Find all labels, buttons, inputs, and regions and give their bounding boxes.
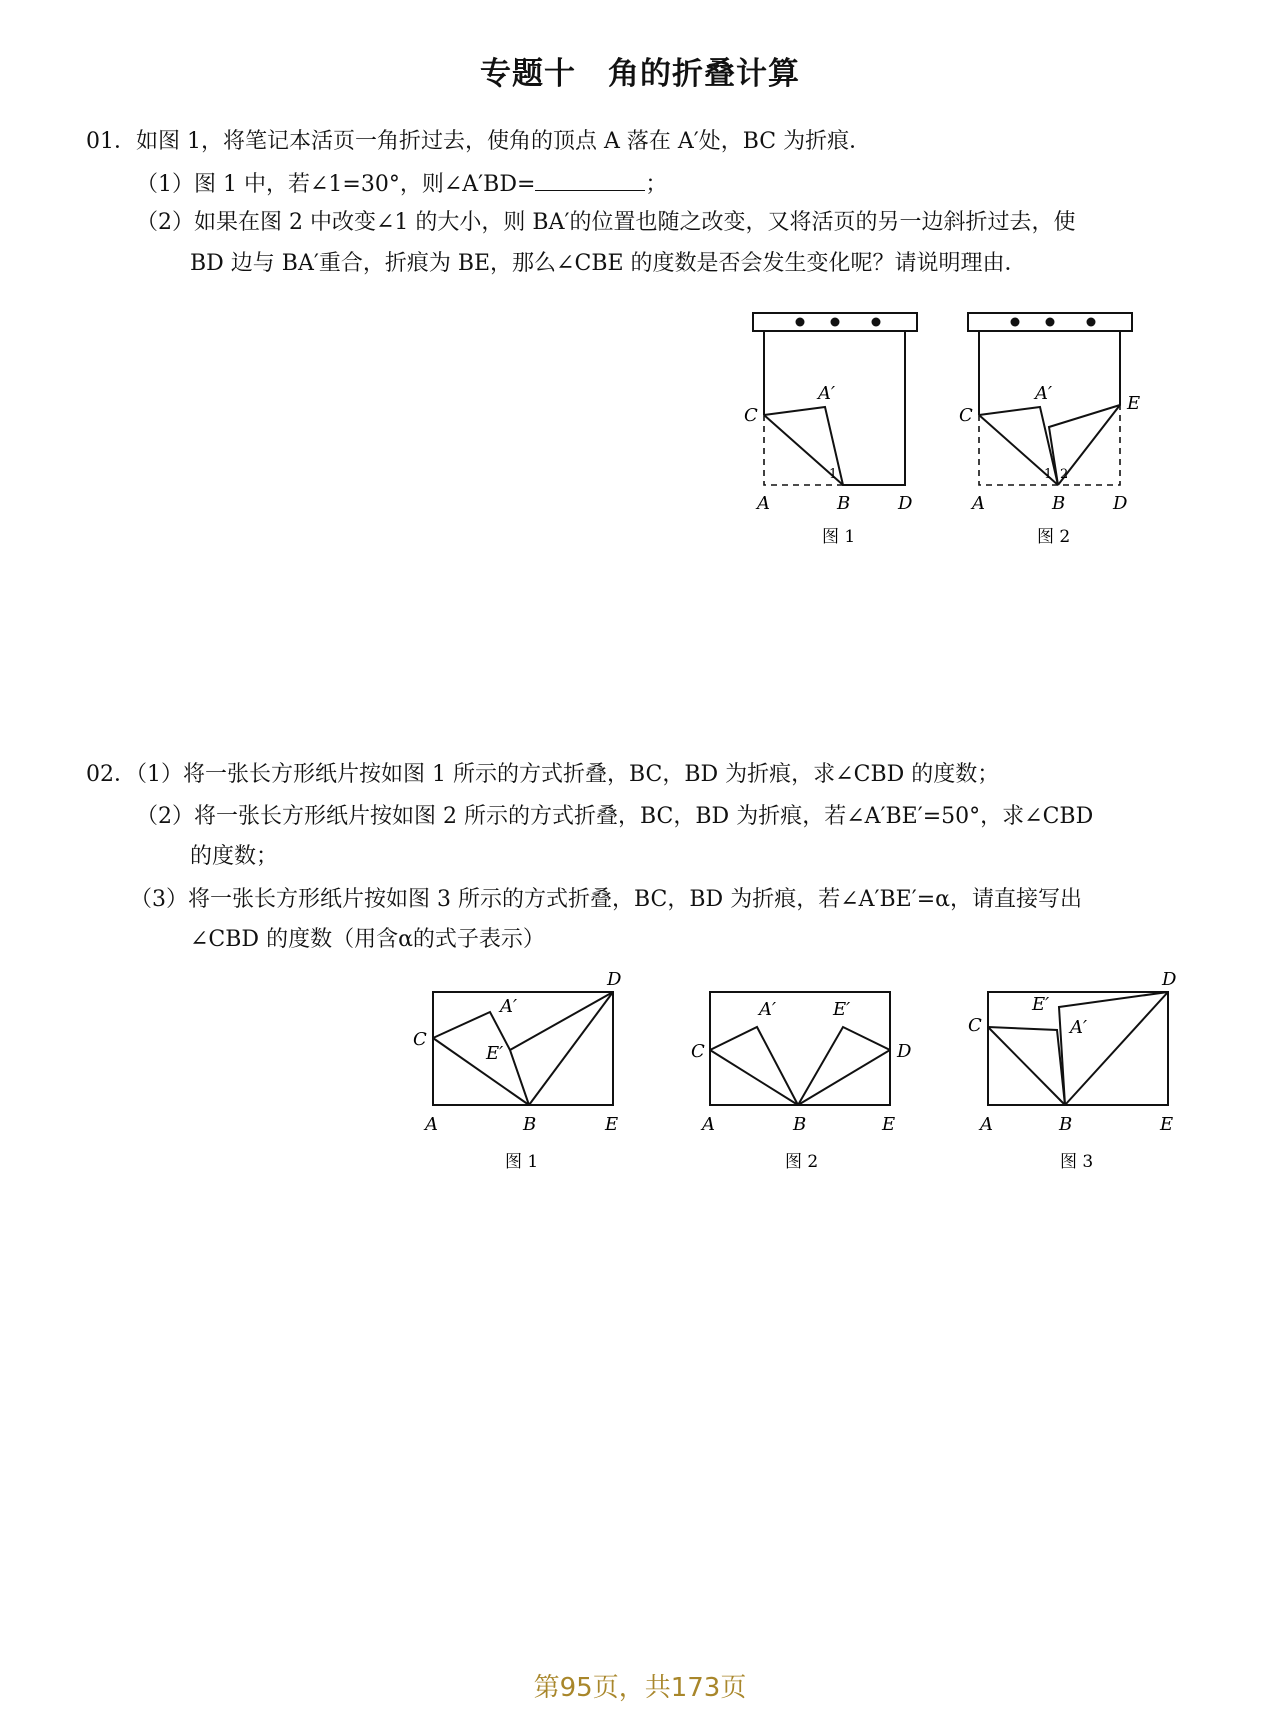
q02-part1: 02．（1）将一张长方形纸片按如图 1 所示的方式折叠，BC，BD 为折痕，求∠CBD 的度数； bbox=[86, 762, 1000, 787]
label-d: D bbox=[1113, 493, 1128, 514]
label-a-prime: A′ bbox=[1035, 383, 1053, 404]
label-e: E bbox=[1127, 393, 1141, 414]
binder-hole bbox=[796, 318, 805, 327]
crease-bd bbox=[1065, 992, 1168, 1105]
label-e: E bbox=[1160, 1114, 1174, 1135]
label-a: A bbox=[972, 493, 985, 514]
page-outline bbox=[979, 331, 1120, 485]
label-e-prime: E′ bbox=[1032, 994, 1050, 1015]
page-outline bbox=[764, 331, 905, 485]
binder-hole bbox=[1087, 318, 1096, 327]
label-b: B bbox=[837, 493, 851, 514]
label-angle-1: 1 bbox=[1044, 467, 1053, 482]
page-title: 专题十 角的折叠计算 bbox=[480, 56, 800, 92]
figure-caption: 图 1 bbox=[822, 527, 856, 547]
label-d: D bbox=[607, 969, 622, 990]
label-c: C bbox=[959, 405, 973, 426]
label-b: B bbox=[523, 1114, 537, 1135]
q01-stem: 01．如图 1，将笔记本活页一角折过去，使角的顶点 A 落在 A′处，BC 为折痕． bbox=[86, 129, 872, 154]
label-a: A bbox=[702, 1114, 715, 1135]
folded-flap-e bbox=[798, 1027, 890, 1105]
label-d: D bbox=[1162, 969, 1177, 990]
q01-part2-line1: （2）如果在图 2 中改变∠1 的大小，则 BA′的位置也随之改变，又将活页的另一边斜折过去，使 bbox=[136, 210, 1076, 235]
binder-hole bbox=[872, 318, 881, 327]
page-number: 第95页，共173页 bbox=[533, 1673, 747, 1703]
q02-figure-2 bbox=[685, 965, 915, 1175]
q01-part1-text: （1）图 1 中，若∠1=30°，则∠A′BD= bbox=[136, 172, 536, 197]
figure-caption: 图 3 bbox=[1060, 1152, 1094, 1172]
crease-bc bbox=[988, 1027, 1065, 1105]
q01-part1 bbox=[136, 168, 667, 200]
q02-part2-line1: （2）将一张长方形纸片按如图 2 所示的方式折叠，BC，BD 为折痕，若∠A′BE′=50°，求∠CBD bbox=[136, 804, 1094, 829]
binder-hole bbox=[1046, 318, 1055, 327]
q01-figure-2 bbox=[955, 305, 1155, 555]
label-e: E bbox=[605, 1114, 619, 1135]
answer-blank bbox=[535, 168, 645, 191]
label-a: A bbox=[425, 1114, 438, 1135]
label-e-prime: E′ bbox=[486, 1043, 504, 1064]
label-a-prime: A′ bbox=[759, 999, 777, 1020]
label-a-prime: A′ bbox=[500, 996, 518, 1017]
q02-figure-1 bbox=[405, 965, 635, 1175]
q02-part3-line2: ∠CBD 的度数（用含α的式子表示） bbox=[190, 927, 545, 952]
q02-part2-line2: 的度数； bbox=[190, 844, 279, 869]
paper-rectangle bbox=[988, 992, 1168, 1105]
figure-caption: 图 2 bbox=[1037, 527, 1071, 547]
label-b: B bbox=[793, 1114, 807, 1135]
label-c: C bbox=[744, 405, 758, 426]
label-e-prime: E′ bbox=[833, 999, 851, 1020]
label-a-prime: A′ bbox=[1070, 1017, 1088, 1038]
label-a-prime: A′ bbox=[818, 383, 836, 404]
figure-caption: 图 1 bbox=[505, 1152, 539, 1172]
q01-part1-end: ； bbox=[645, 172, 668, 197]
figure-caption: 图 2 bbox=[785, 1152, 819, 1172]
folded-flap-a bbox=[433, 1012, 529, 1105]
binder-hole bbox=[1011, 318, 1020, 327]
q01-part2-line2: BD 边与 BA′重合，折痕为 BE，那么∠CBE 的度数是否会发生变化呢？请说明理由． bbox=[190, 251, 1027, 276]
label-d: D bbox=[898, 493, 913, 514]
label-a: A bbox=[980, 1114, 993, 1135]
folded-edge-e bbox=[510, 992, 613, 1050]
binder-hole bbox=[831, 318, 840, 327]
label-c: C bbox=[691, 1041, 705, 1062]
q01-figure-1 bbox=[740, 305, 940, 555]
label-b: B bbox=[1052, 493, 1066, 514]
label-angle-2: 2 bbox=[1060, 467, 1069, 482]
label-a: A bbox=[757, 493, 770, 514]
crease-bc bbox=[710, 1050, 798, 1105]
label-c: C bbox=[968, 1015, 982, 1036]
paper-rectangle bbox=[710, 992, 890, 1105]
crease-bd bbox=[529, 992, 613, 1105]
label-angle-1: 1 bbox=[829, 467, 838, 482]
label-b: B bbox=[1059, 1114, 1073, 1135]
q02-part3-line1: （3）将一张长方形纸片按如图 3 所示的方式折叠，BC，BD 为折痕，若∠A′BE′=α，请直接写出 bbox=[130, 887, 1083, 912]
q02-figure-3 bbox=[960, 965, 1190, 1175]
label-e: E bbox=[882, 1114, 896, 1135]
label-c: C bbox=[413, 1029, 427, 1050]
folded-flap-a bbox=[710, 1027, 798, 1105]
crease-bd bbox=[798, 1050, 890, 1105]
label-d: D bbox=[897, 1041, 912, 1062]
